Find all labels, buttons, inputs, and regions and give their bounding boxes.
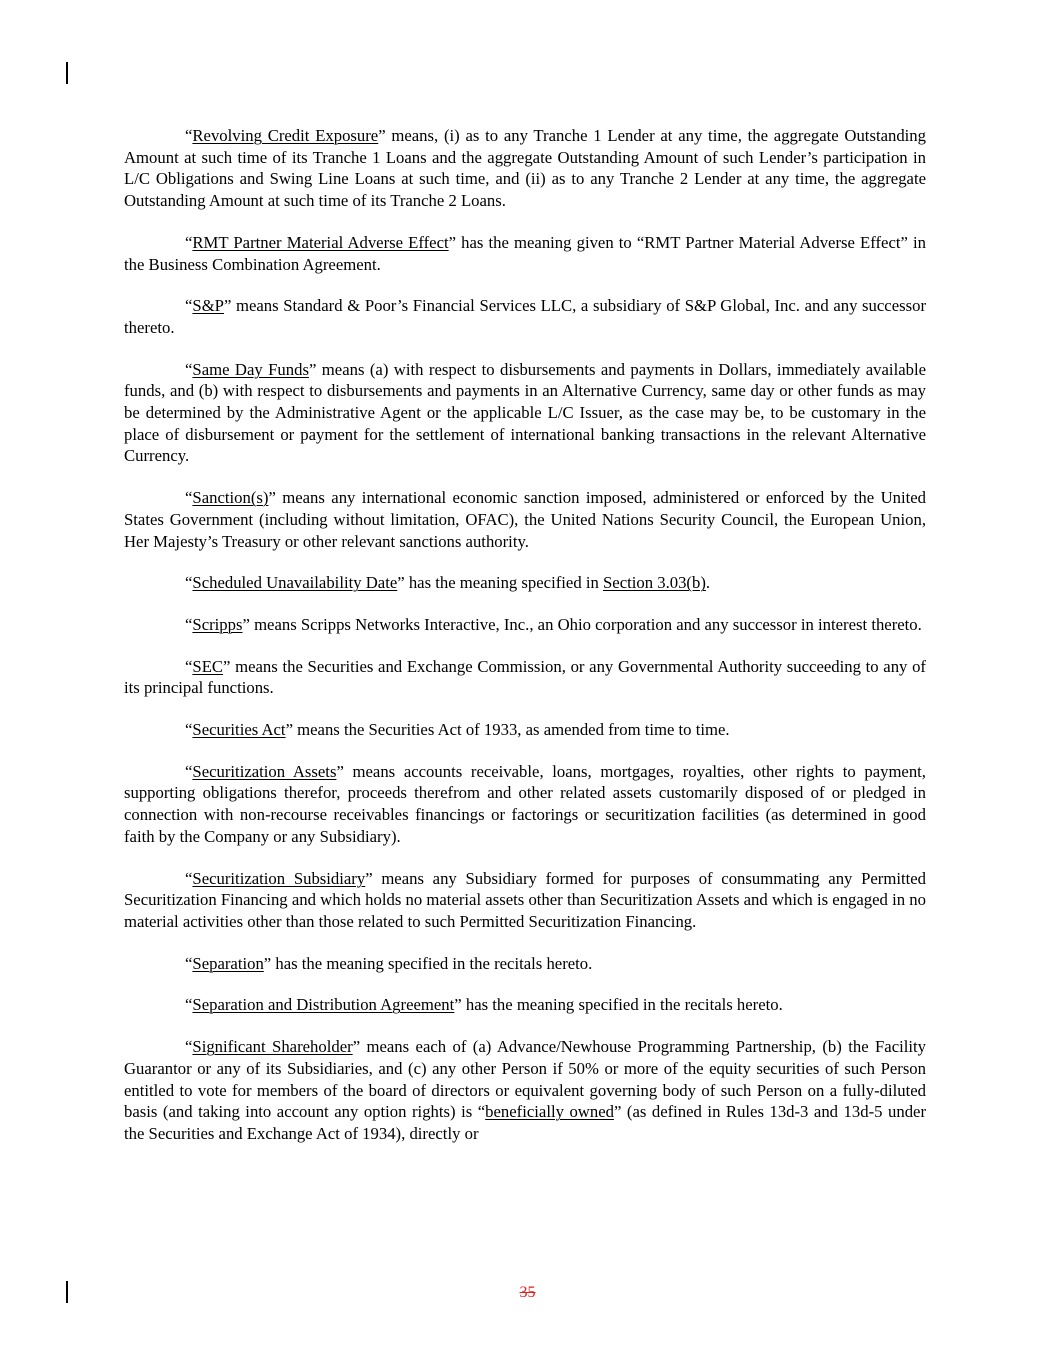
open-quote: “ bbox=[185, 761, 193, 781]
definitions-section bbox=[124, 125, 926, 1165]
open-quote: “ bbox=[185, 296, 193, 316]
defined-term: SEC bbox=[192, 656, 224, 676]
definition-scripps bbox=[124, 614, 926, 636]
definition-text: ” means each of (a) Advance/Newhouse Programming Partnership, (b) the Facility Guarantor or any of its Subsidiaries, and (c) any other Person if 50% or more of the equity securities of such Person entitled to vote for members of the board of directors or equivalent governing body of such Person on a fully-diluted basis (and taking into account any option rights) is “ bbox=[124, 1037, 926, 1122]
open-quote: “ bbox=[185, 995, 193, 1015]
defined-term: Scheduled Unavailability Date bbox=[192, 573, 398, 593]
open-quote: “ bbox=[185, 232, 193, 252]
open-quote: “ bbox=[185, 720, 193, 740]
open-quote: “ bbox=[185, 614, 193, 634]
open-quote: “ bbox=[185, 656, 193, 676]
definition-securitization-assets bbox=[124, 761, 926, 848]
definition-s-and-p bbox=[124, 295, 926, 338]
definition-text: ” means any international economic sanction imposed, administered or enforced by the United States Government (including without limitation, OFAC), the United Nations Security Council, the European Union, Her Majesty’s Treasury or other relevant sanctions authority. bbox=[124, 488, 926, 551]
definition-text-tail: . bbox=[705, 573, 711, 593]
open-quote: “ bbox=[185, 359, 193, 379]
definition-separation-and-distribution-agreement bbox=[124, 994, 926, 1016]
defined-term: Revolving Credit Exposure bbox=[192, 126, 379, 145]
definition-sanctions bbox=[124, 487, 926, 552]
definition-text: ” means any Subsidiary formed for purposes of consummating any Permitted Securitization Financing and which holds no material assets other than Securitization Assets and which is engaged in no material activities other than those related to such Permitted Securitization Financing. bbox=[124, 868, 926, 931]
defined-term: Securitization Assets bbox=[192, 761, 337, 781]
defined-term: S&P bbox=[192, 296, 224, 316]
definition-separation bbox=[124, 953, 926, 975]
definition-same-day-funds bbox=[124, 359, 926, 468]
open-quote: “ bbox=[185, 1037, 193, 1057]
section-cross-reference: Section 3.03(b) bbox=[603, 573, 706, 593]
defined-term: Separation and Distribution Agreement bbox=[192, 995, 455, 1015]
defined-term: Scripps bbox=[192, 614, 243, 634]
definition-text-tail: ” (as defined in Rules 13d-3 and 13d-5 under the Securities and Exchange Act of 1934), directly or bbox=[124, 1102, 927, 1143]
definition-text: ” has the meaning specified in bbox=[397, 573, 603, 593]
defined-term: Same Day Funds bbox=[192, 359, 309, 379]
defined-term: Significant Shareholder bbox=[192, 1037, 353, 1057]
defined-term: Separation bbox=[192, 953, 264, 973]
defined-term: Sanction(s) bbox=[192, 488, 269, 508]
definition-text: ” means accounts receivable, loans, mortgages, royalties, other rights to payment, supporting obligations therefor, proceeds therefrom and other related assets customarily disposed of or pledged in connection with non-recourse receivables financings or factorings or securitization facilities (as determined in good faith by the Company or any Subsidiary). bbox=[124, 761, 926, 846]
definition-text: ” means Scripps Networks Interactive, Inc., an Ohio corporation and any successor in interest thereto. bbox=[242, 614, 922, 634]
definition-revolving-credit-exposure bbox=[124, 125, 926, 212]
open-quote: “ bbox=[185, 126, 193, 145]
definition-scheduled-unavailability-date bbox=[124, 572, 926, 594]
definition-sec bbox=[124, 656, 926, 699]
definition-text: ” means, (i) as to any Tranche 1 Lender at any time, the aggregate Outstanding Amount at such time of its Tranche 1 Loans and the aggregate Outstanding Amount of such Lender’s participation in L/C Obligations and Swing Line Loans at such time, and (ii) as to any Tranche 2 Lender at any time, the aggregate Outstanding Amount at such time of its Tranche 2 Loans. bbox=[124, 126, 926, 211]
definition-text: ” means (a) with respect to disbursements and payments in Dollars, immediately available funds, and (b) with respect to disbursements and payments in an Alternative Currency, same day or other funds as may be determined by the Administrative Agent or the applicable L/C Issuer, as the case may be, to be customary in the place of disbursement or payment for the settlement of international banking transactions in the relevant Alternative Currency. bbox=[124, 359, 926, 466]
underlined-phrase: beneficially owned bbox=[485, 1102, 614, 1122]
definition-text: ” means the Securities and Exchange Commission, or any Governmental Authority succeeding to any of its principal functions. bbox=[124, 656, 926, 698]
definition-text: ” has the meaning specified in the recitals hereto. bbox=[454, 995, 783, 1015]
definition-significant-shareholder bbox=[124, 1036, 926, 1145]
page-number: 35 bbox=[519, 1284, 536, 1301]
definition-text: ” means the Securities Act of 1933, as amended from time to time. bbox=[285, 720, 730, 740]
definition-text: ” means Standard & Poor’s Financial Services LLC, a subsidiary of S&P Global, Inc. and any successor thereto. bbox=[124, 296, 926, 337]
definition-text: ” has the meaning specified in the recitals hereto. bbox=[263, 953, 593, 973]
defined-term: Securities Act bbox=[192, 720, 286, 740]
open-quote: “ bbox=[185, 488, 193, 508]
change-bar-top bbox=[66, 62, 68, 84]
definition-securities-act bbox=[124, 719, 926, 741]
definition-text: ” has the meaning given to “RMT Partner Material Adverse Effect” in the Business Combination Agreement. bbox=[124, 232, 926, 274]
defined-term: RMT Partner Material Adverse Effect bbox=[192, 232, 449, 252]
defined-term: Securitization Subsidiary bbox=[192, 868, 366, 888]
definition-rmt-partner-material-adverse-effect bbox=[124, 232, 926, 275]
open-quote: “ bbox=[185, 573, 193, 593]
open-quote: “ bbox=[185, 953, 193, 973]
open-quote: “ bbox=[185, 868, 193, 888]
definition-securitization-subsidiary bbox=[124, 868, 926, 933]
